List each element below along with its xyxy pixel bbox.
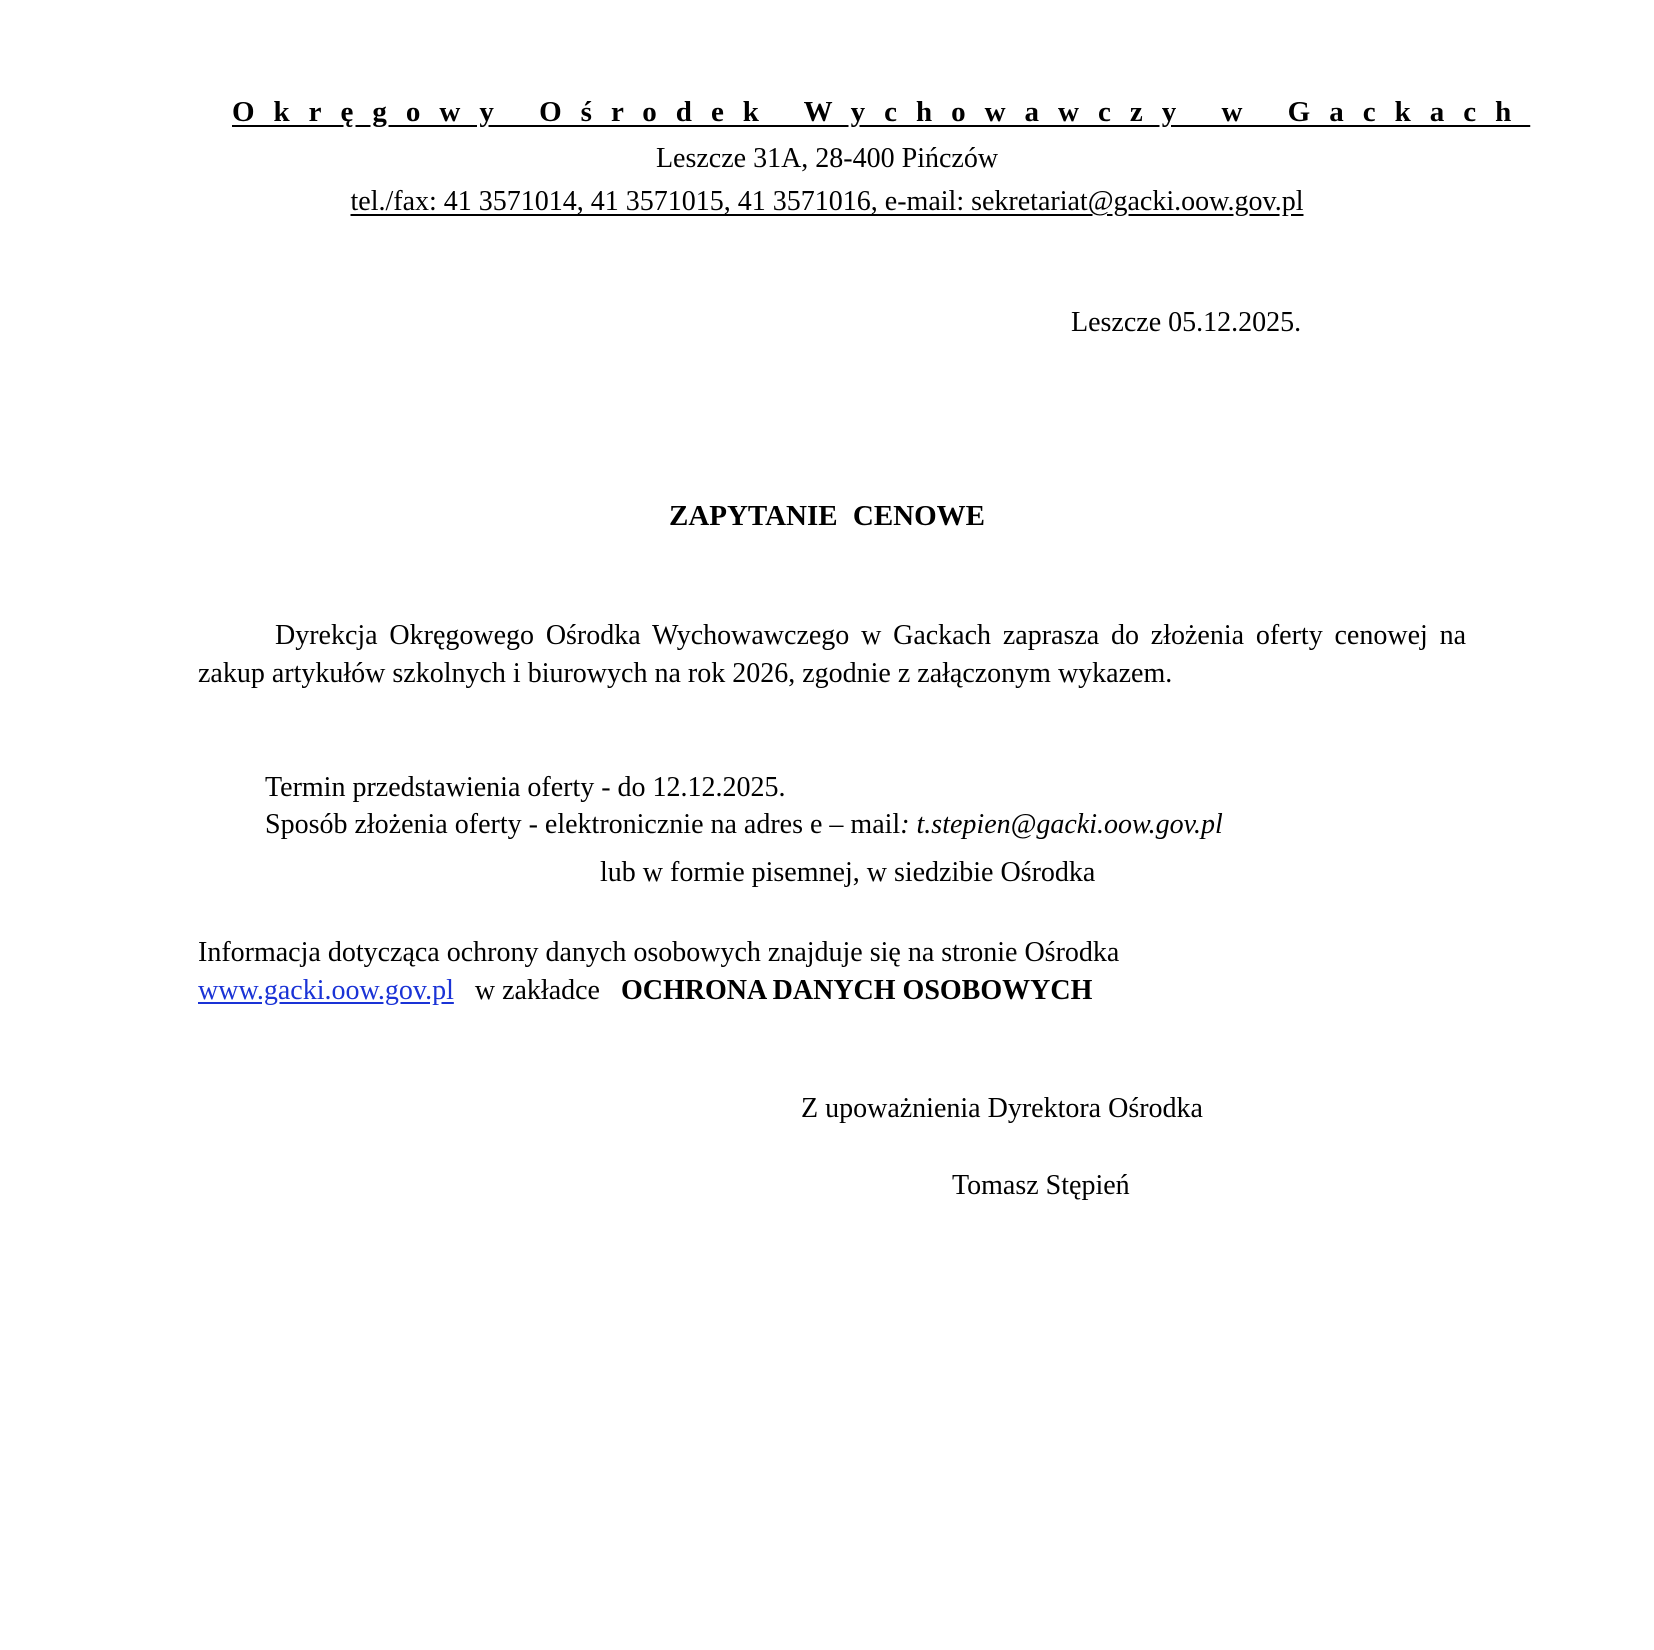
document-date: Leszcze 05.12.2025. [1071,307,1302,338]
website-link[interactable]: www.gacki.oow.gov.pl [198,975,454,1006]
document-title: ZAPYTANIE CENOWE [668,500,986,532]
submission-method-alternative: lub w formie pisemnej, w siedzibie Ośrodka [600,857,1096,888]
organization-address: Leszcze 31A, 28-400 Pińczów [655,143,999,174]
submission-method [265,809,1223,841]
submission-email: : t.stepien@gacki.oow.gov.pl [900,809,1223,840]
intro-paragraph: Dyrekcja Okręgowego Ośrodka Wychowawczego w Gackach zaprasza do złożenia oferty cenowej na zakup artykułów szkolnych i biurowych na rok 2026, zgodnie z załączonym wykazem. [198,620,1466,689]
data-protection-link-line [198,975,1092,1007]
data-protection-section-name: OCHRONA DANYCH OSOBOWYCH [620,975,1093,1006]
offer-deadline: Termin przedstawienia oferty - do 12.12.2025. [265,772,786,803]
data-protection-info: Informacja dotycząca ochrony danych osobowych znajduje się na stronie Ośrodka [198,937,1120,968]
submission-method-text: Sposób złożenia oferty - elektronicznie na adres e – mail [265,809,901,840]
organization-name: Okręgowy Ośrodek Wychowawczy w Gackach [232,96,1531,128]
signatory-name: Tomasz Stępień [952,1170,1130,1201]
tab-prefix: w zakładce [474,975,600,1006]
organization-contact: tel./fax: 41 3571014, 41 3571015, 41 3571016, e-mail: sekretariat@gacki.oow.gov.pl [350,186,1304,217]
signature-authorization: Z upoważnienia Dyrektora Ośrodka [801,1093,1203,1124]
